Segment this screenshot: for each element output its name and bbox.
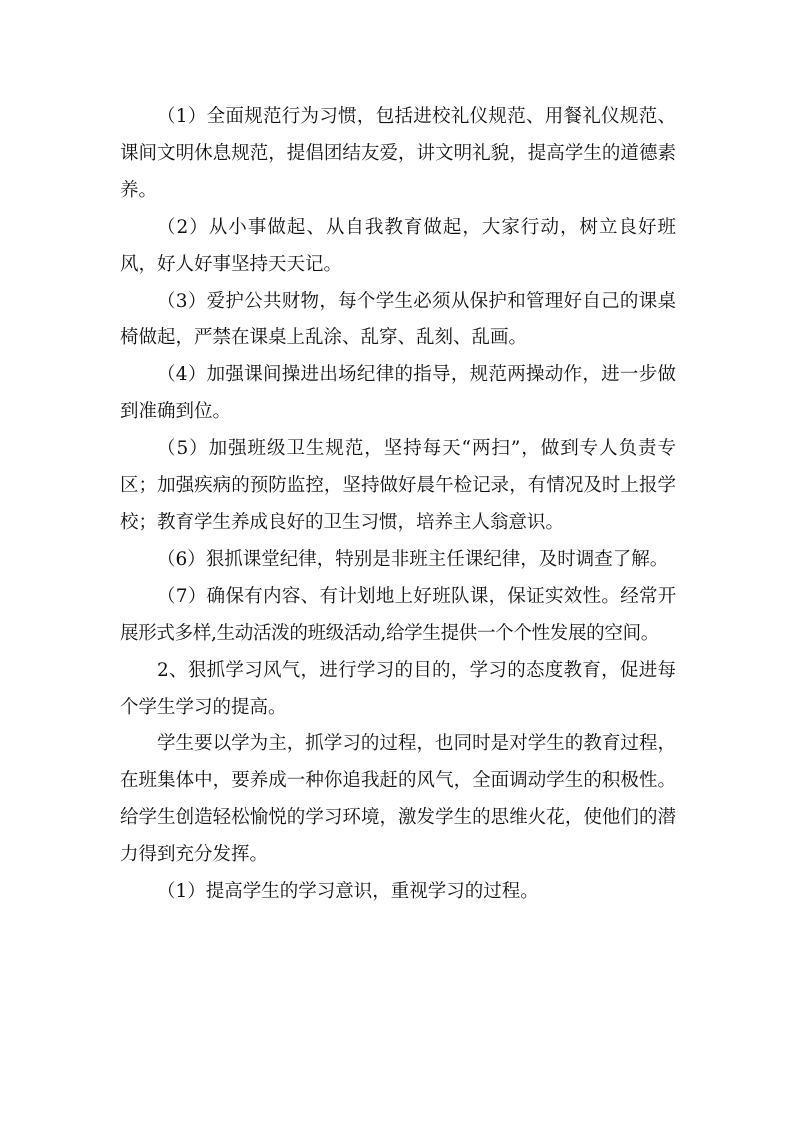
- document-body: [120, 99, 676, 911]
- paragraph-item-2: （2）从小事做起、从自我教育做起，大家行动，树立良好班风，好人好事坚持天天记。: [120, 216, 676, 275]
- paragraph-item-1: （1）全面规范行为习惯，包括进校礼仪规范、用餐礼仪规范、课间文明休息规范，提倡团结友爱，讲文明礼貌，提高学生的道德素养。: [120, 106, 676, 201]
- paragraph-item-9: 学生要以学为主，抓学习的过程，也同时是对学生的教育过程，在班集体中，要养成一种你追我赶的风气，全面调动学生的积极性。给学生创造轻松愉悦的学习环境，激发学生的思维火花，使他们的潜力得到充分发挥。: [120, 733, 676, 866]
- paragraph-item-3: （3）爱护公共财物，每个学生必须从保护和管理好自己的课桌椅做起，严禁在课桌上乱涂、乱穿、乱刻、乱画。: [120, 290, 676, 349]
- section-heading-2: 2、狠抓学习风气，进行学习的目的，学习的态度教育，促进每个学生学习的提高。: [120, 659, 676, 718]
- paragraph-item-5: （5）加强班级卫生规范，坚持每天“两扫”，做到专人负责专区；加强疾病的预防监控，坚持做好晨午检记录，有情况及时上报学校；教育学生养成良好的卫生习惯，培养主人翁意识。: [120, 438, 676, 533]
- paragraph-item-4: （4）加强课间操进出场纪律的指导，规范两操动作，进一步做到准确到位。: [120, 364, 676, 423]
- paragraph-item-7: （7）确保有内容、有计划地上好班队课，保证实效性。经常开展形式多样,生动活泼的班级活动,给学生提供一个个性发展的空间。: [120, 585, 676, 644]
- paragraph-item-10: （1）提高学生的学习意识，重视学习的过程。: [157, 881, 539, 903]
- paragraph-item-6: （6）狠抓课堂纪律，特别是非班主任课纪律，及时调查了解。: [157, 548, 669, 570]
